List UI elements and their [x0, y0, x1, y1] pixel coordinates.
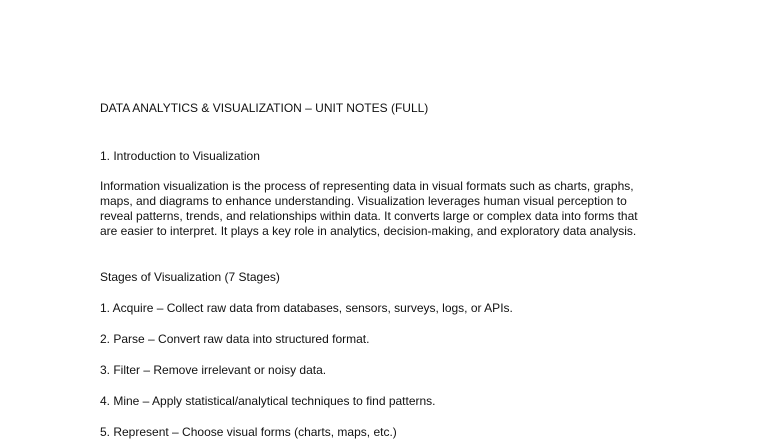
- paragraph-line: maps, and diagrams to enhance understanding. Visualization leverages human visual perception to: [100, 194, 627, 208]
- paragraph-line: are easier to interpret. It plays a key role in analytics, decision-making, and exploratory data analysis.: [100, 224, 637, 238]
- intro-paragraph: [100, 179, 690, 239]
- stage-item-filter: 3. Filter – Remove irrelevant or noisy data.: [100, 363, 327, 377]
- stages-heading: Stages of Visualization (7 Stages): [100, 270, 280, 284]
- stage-item-acquire: 1. Acquire – Collect raw data from databases, sensors, surveys, logs, or APIs.: [100, 301, 513, 315]
- paragraph-line: Information visualization is the process of representing data in visual formats such as charts, graphs,: [100, 179, 634, 193]
- section-heading: 1. Introduction to Visualization: [100, 149, 260, 163]
- stage-item-parse: 2. Parse – Convert raw data into structured format.: [100, 332, 370, 346]
- paragraph-line: reveal patterns, trends, and relationships within data. It converts large or complex data into forms that: [100, 209, 638, 223]
- document-title: DATA ANALYTICS & VISUALIZATION – UNIT NOTES (FULL): [100, 101, 429, 115]
- stage-item-mine: 4. Mine – Apply statistical/analytical techniques to find patterns.: [100, 394, 436, 408]
- stage-item-represent: 5. Represent – Choose visual forms (charts, maps, etc.): [100, 425, 397, 439]
